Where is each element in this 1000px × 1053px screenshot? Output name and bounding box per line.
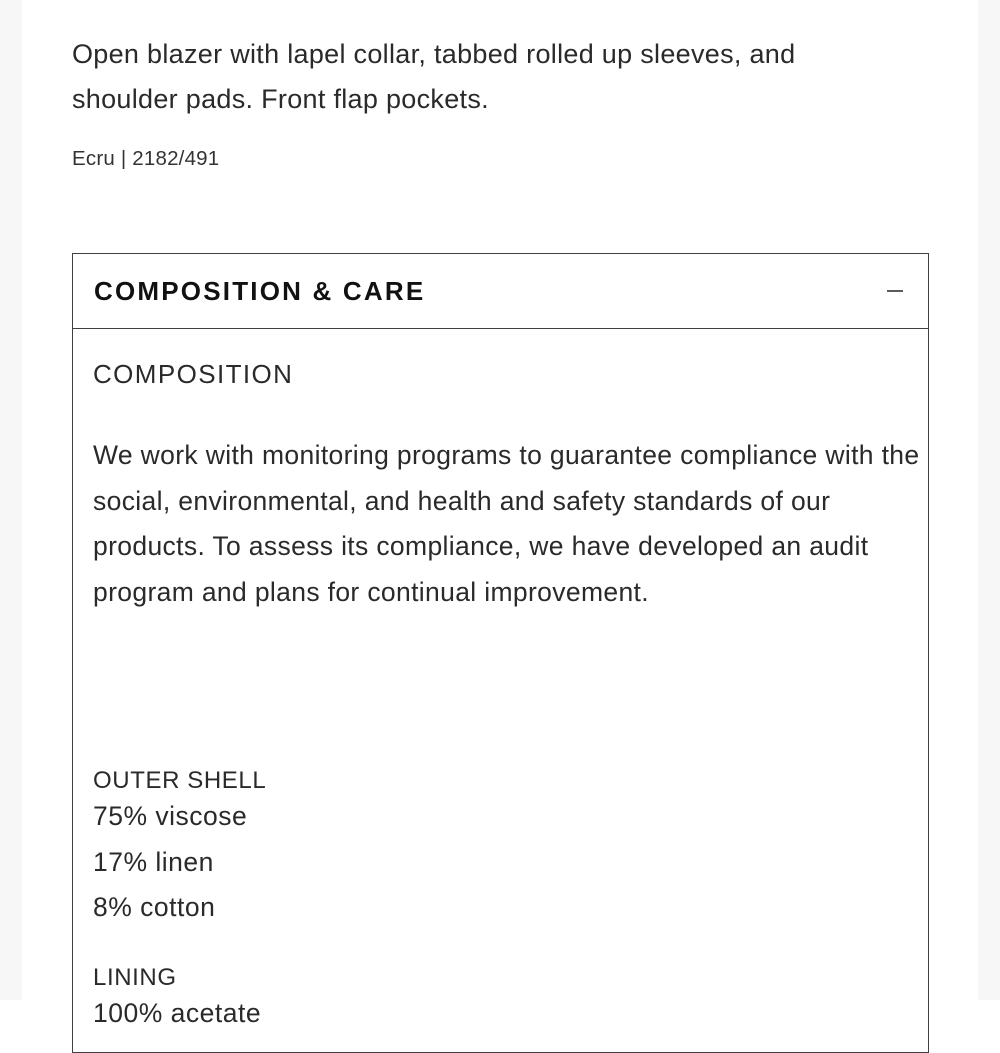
- outer-shell-label: OUTER SHELL: [93, 767, 267, 794]
- accordion-header[interactable]: [73, 254, 928, 329]
- compliance-text: We work with monitoring programs to guarantee compliance with the social, environmental, and health and safety standards of our products. To assess its compliance, we have developed an audit program and plans for continual improvement.: [93, 440, 920, 607]
- left-edge: [0, 0, 22, 1000]
- material-item: 17% linen: [93, 846, 214, 877]
- lining-label: LINING: [93, 964, 177, 991]
- composition-care-accordion: [72, 253, 929, 1053]
- product-description: Open blazer with lapel collar, tabbed rolled up sleeves, and shoulder pads. Front flap pockets.: [72, 39, 796, 114]
- minus-icon[interactable]: [884, 280, 906, 302]
- right-edge: [978, 0, 1000, 1000]
- material-item: 100% acetate: [93, 998, 262, 1028]
- composition-heading: COMPOSITION: [93, 359, 294, 389]
- material-item: 8% cotton: [93, 892, 216, 922]
- accordion-title: COMPOSITION & CARE: [94, 275, 426, 306]
- material-item: 75% viscose: [93, 801, 248, 831]
- outer-shell-materials: [93, 794, 247, 931]
- lining-materials: [93, 991, 261, 1037]
- minus-icon-graphic: [885, 281, 905, 301]
- product-color-reference: Ecru | 2182/491: [72, 147, 220, 170]
